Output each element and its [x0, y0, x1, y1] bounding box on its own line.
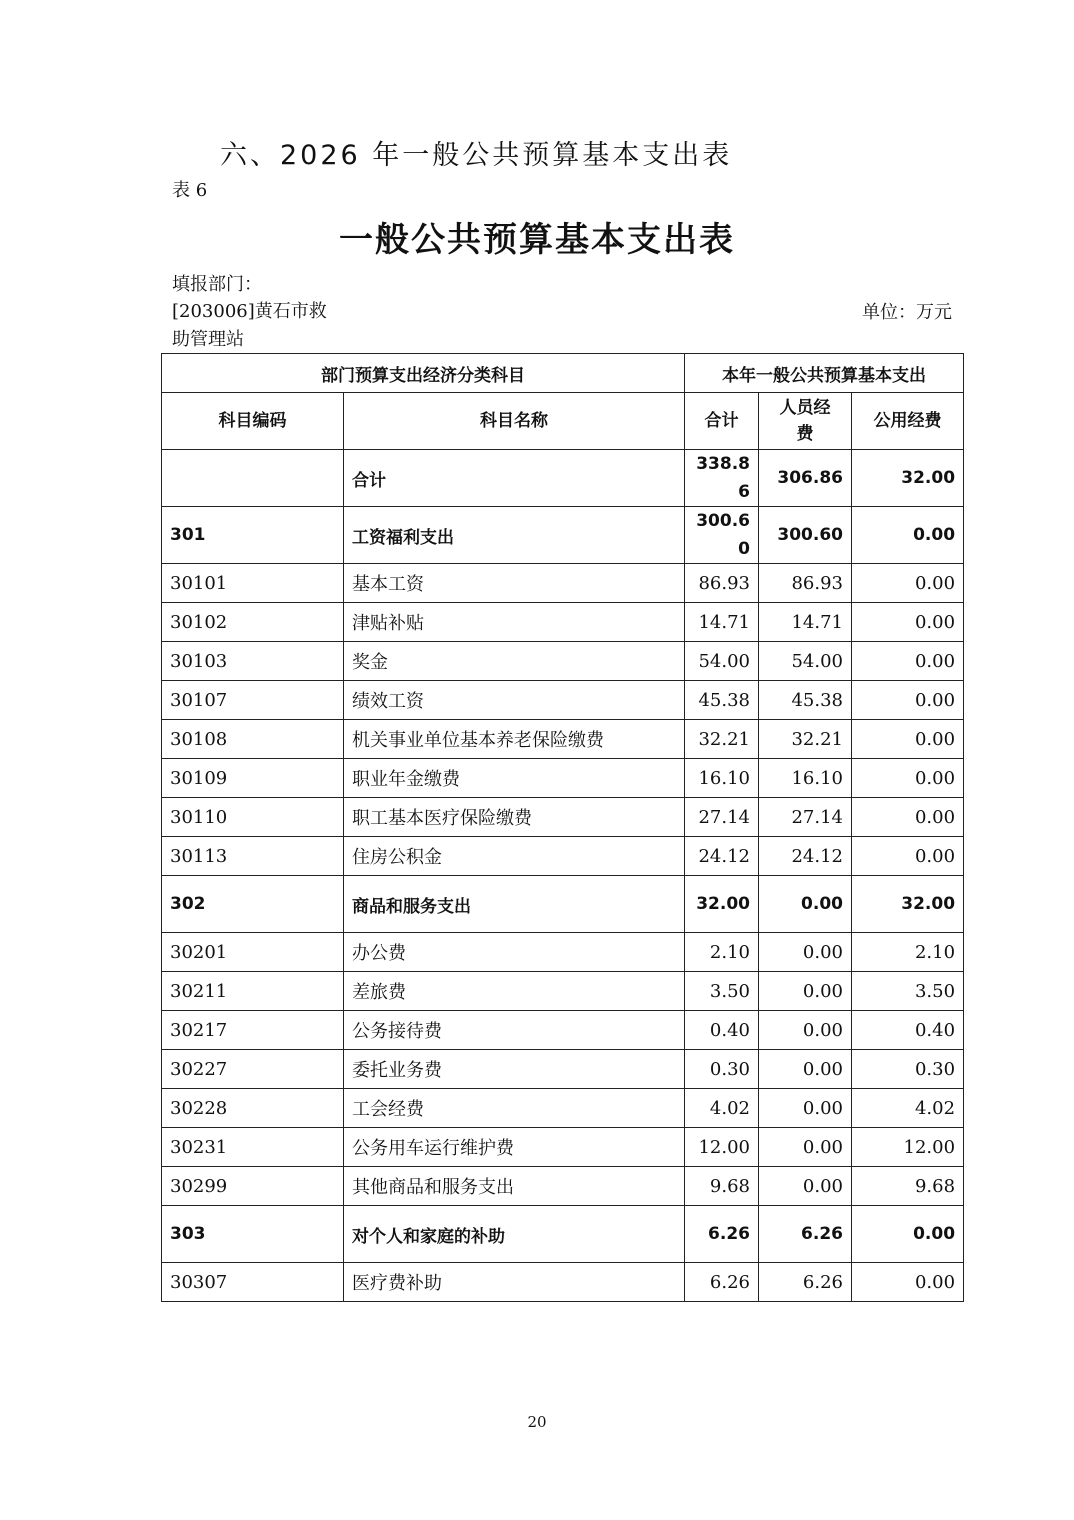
row-personnel: 0.00: [759, 1167, 852, 1206]
table-row: [162, 720, 964, 759]
row-name: 基本工资: [344, 564, 685, 603]
row-personnel: 0.00: [759, 876, 852, 933]
table-row: [162, 876, 964, 933]
row-name: 机关事业单位基本养老保险缴费: [344, 720, 685, 759]
table-row: [162, 603, 964, 642]
row-personnel: 0.00: [759, 933, 852, 972]
table-row: [162, 1050, 964, 1089]
row-public: 0.40: [852, 1011, 964, 1050]
row-code: 30307: [162, 1263, 344, 1302]
row-personnel: 24.12: [759, 837, 852, 876]
table-row: [162, 1263, 964, 1302]
row-code: 30228: [162, 1089, 344, 1128]
row-personnel: 6.26: [759, 1263, 852, 1302]
row-personnel: 16.10: [759, 759, 852, 798]
row-name: 绩效工资: [344, 681, 685, 720]
row-total: 86.93: [685, 564, 759, 603]
row-name: 差旅费: [344, 972, 685, 1011]
row-public: 3.50: [852, 972, 964, 1011]
row-name: 医疗费补助: [344, 1263, 685, 1302]
row-personnel: 306.86: [759, 450, 852, 507]
row-total: 9.68: [685, 1167, 759, 1206]
row-total: 338.86: [685, 450, 759, 507]
table-row: [162, 1089, 964, 1128]
row-public: 4.02: [852, 1089, 964, 1128]
row-total: 24.12: [685, 837, 759, 876]
row-total: 300.60: [685, 507, 759, 564]
section-heading: 六、2026 年一般公共预算基本支出表: [220, 140, 733, 171]
row-public: 0.00: [852, 1263, 964, 1302]
table-row: [162, 642, 964, 681]
table-row: [162, 564, 964, 603]
header-name: 科目名称: [344, 393, 685, 450]
row-total: 45.38: [685, 681, 759, 720]
row-code: 30107: [162, 681, 344, 720]
header-personnel: 人员经费: [759, 393, 852, 450]
row-name: 奖金: [344, 642, 685, 681]
row-personnel: 32.21: [759, 720, 852, 759]
row-total: 32.00: [685, 876, 759, 933]
row-total: 27.14: [685, 798, 759, 837]
row-total: 0.30: [685, 1050, 759, 1089]
row-personnel: 14.71: [759, 603, 852, 642]
row-personnel: 27.14: [759, 798, 852, 837]
row-code: 30102: [162, 603, 344, 642]
table-row: [162, 1011, 964, 1050]
row-public: 9.68: [852, 1167, 964, 1206]
row-code: 30231: [162, 1128, 344, 1167]
dept-label: 填报部门：: [172, 274, 262, 295]
row-name: 合计: [344, 450, 685, 507]
header-total: 合计: [685, 393, 759, 450]
page-title: 一般公共预算基本支出表: [339, 220, 735, 260]
table-row: [162, 972, 964, 1011]
table-row: [162, 1167, 964, 1206]
table-row: [162, 1206, 964, 1263]
header-group-row: [162, 354, 964, 393]
row-public: 0.00: [852, 603, 964, 642]
row-code: 30108: [162, 720, 344, 759]
row-public: 32.00: [852, 876, 964, 933]
table-body: [162, 450, 964, 1302]
row-public: 12.00: [852, 1128, 964, 1167]
row-code: 30101: [162, 564, 344, 603]
table-row: [162, 450, 964, 507]
row-code: 30299: [162, 1167, 344, 1206]
row-total: 54.00: [685, 642, 759, 681]
row-code: 301: [162, 507, 344, 564]
row-code: 30113: [162, 837, 344, 876]
row-public: 0.00: [852, 681, 964, 720]
row-public: 0.00: [852, 564, 964, 603]
table-row: [162, 1128, 964, 1167]
row-public: 0.00: [852, 1206, 964, 1263]
row-total: 4.02: [685, 1089, 759, 1128]
table-row: [162, 681, 964, 720]
row-code: 30103: [162, 642, 344, 681]
dept-name: [203006]黄石市救助管理站: [172, 301, 327, 350]
row-code: 30227: [162, 1050, 344, 1089]
row-code: 303: [162, 1206, 344, 1263]
row-total: 3.50: [685, 972, 759, 1011]
header-code: 科目编码: [162, 393, 344, 450]
row-personnel: 86.93: [759, 564, 852, 603]
row-public: 0.00: [852, 798, 964, 837]
row-code: 30211: [162, 972, 344, 1011]
row-personnel: 6.26: [759, 1206, 852, 1263]
row-total: 6.26: [685, 1206, 759, 1263]
row-code: 30109: [162, 759, 344, 798]
header-group-right: 本年一般公共预算基本支出: [685, 354, 964, 393]
row-personnel: 45.38: [759, 681, 852, 720]
row-personnel: 0.00: [759, 1128, 852, 1167]
table-number: 表 6: [172, 180, 208, 201]
row-personnel: 0.00: [759, 1089, 852, 1128]
row-personnel: 300.60: [759, 507, 852, 564]
row-name: 商品和服务支出: [344, 876, 685, 933]
row-name: 住房公积金: [344, 837, 685, 876]
row-name: 工资福利支出: [344, 507, 685, 564]
row-code: 302: [162, 876, 344, 933]
row-name: 津贴补贴: [344, 603, 685, 642]
row-public: 0.00: [852, 837, 964, 876]
table-row: [162, 798, 964, 837]
row-code: 30217: [162, 1011, 344, 1050]
header-public: 公用经费: [852, 393, 964, 450]
row-name: 其他商品和服务支出: [344, 1167, 685, 1206]
table-row: [162, 837, 964, 876]
header-column-row: [162, 393, 964, 450]
unit-label: 单位：万元: [862, 302, 952, 323]
row-name: 委托业务费: [344, 1050, 685, 1089]
row-personnel: 0.00: [759, 1011, 852, 1050]
row-public: 0.00: [852, 720, 964, 759]
row-name: 职业年金缴费: [344, 759, 685, 798]
page-number: 20: [527, 1413, 547, 1431]
row-total: 6.26: [685, 1263, 759, 1302]
table-row: [162, 759, 964, 798]
row-code: [162, 450, 344, 507]
row-name: 工会经费: [344, 1089, 685, 1128]
table-row: [162, 933, 964, 972]
row-total: 16.10: [685, 759, 759, 798]
row-code: 30110: [162, 798, 344, 837]
row-public: 0.00: [852, 642, 964, 681]
row-total: 0.40: [685, 1011, 759, 1050]
row-name: 对个人和家庭的补助: [344, 1206, 685, 1263]
row-personnel: 0.00: [759, 972, 852, 1011]
row-total: 12.00: [685, 1128, 759, 1167]
header-group-left: 部门预算支出经济分类科目: [162, 354, 685, 393]
row-total: 32.21: [685, 720, 759, 759]
row-name: 职工基本医疗保险缴费: [344, 798, 685, 837]
row-public: 0.00: [852, 507, 964, 564]
row-public: 2.10: [852, 933, 964, 972]
row-public: 32.00: [852, 450, 964, 507]
row-total: 2.10: [685, 933, 759, 972]
row-public: 0.00: [852, 759, 964, 798]
row-personnel: 0.00: [759, 1050, 852, 1089]
row-code: 30201: [162, 933, 344, 972]
row-personnel: 54.00: [759, 642, 852, 681]
row-name: 公务用车运行维护费: [344, 1128, 685, 1167]
row-name: 办公费: [344, 933, 685, 972]
row-total: 14.71: [685, 603, 759, 642]
row-public: 0.30: [852, 1050, 964, 1089]
row-name: 公务接待费: [344, 1011, 685, 1050]
table-row: [162, 507, 964, 564]
budget-table: [161, 353, 964, 1302]
